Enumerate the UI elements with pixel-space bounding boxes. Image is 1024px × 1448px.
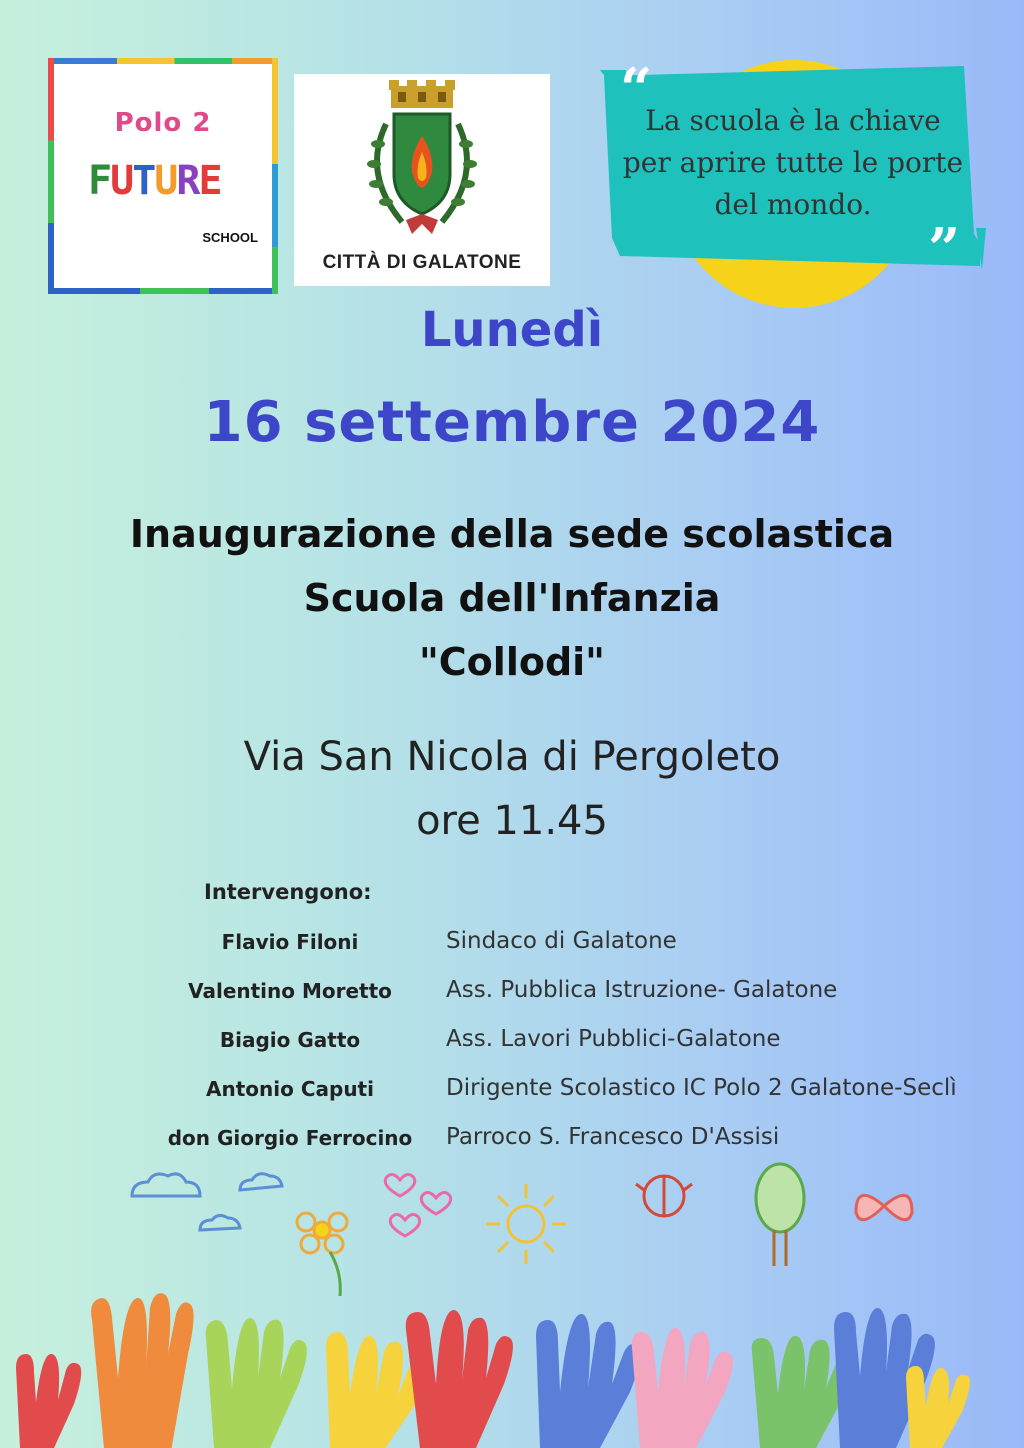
- painted-hands-illustration: [0, 1150, 1024, 1448]
- headline-line-2: Scuola dell'Infanzia: [303, 576, 721, 620]
- speaker-role: Ass. Pubblica Istruzione- Galatone: [446, 977, 838, 1003]
- speaker-name: Flavio Filoni: [221, 930, 359, 954]
- event-date: 16 settembre 2024: [203, 390, 821, 455]
- speaker-name: don Giorgio Ferrocino: [167, 1126, 413, 1150]
- coat-of-arms-icon: [294, 74, 550, 254]
- speaker-name: Valentino Moretto: [188, 979, 392, 1003]
- tree-icon: [756, 1164, 804, 1266]
- cloud-icon: [132, 1174, 282, 1230]
- heart-icon: [385, 1174, 450, 1236]
- flower-icon: [297, 1213, 347, 1296]
- quote-bubble: [598, 48, 988, 310]
- city-name: CITTÀ DI GALATONE: [322, 252, 522, 273]
- speaker-name: Antonio Caputi: [206, 1077, 374, 1101]
- polo-school-label: SCHOOL: [202, 230, 258, 245]
- ladybug-icon: [636, 1176, 692, 1216]
- hand-icon: [16, 1293, 970, 1448]
- speaker-name: Biagio Gatto: [219, 1028, 361, 1052]
- city-logo: [294, 74, 550, 286]
- event-address: Via San Nicola di Pergoleto: [243, 734, 781, 780]
- speaker-role: Ass. Lavori Pubblici-Galatone: [446, 1026, 781, 1052]
- event-time: ore 11.45: [416, 798, 608, 844]
- polo2-logo: [48, 58, 278, 294]
- sun-doodle-icon: [486, 1184, 566, 1264]
- speaker-role: Sindaco di Galatone: [446, 928, 677, 954]
- quote-open-mark: “: [620, 56, 653, 122]
- event-day: Lunedì: [420, 302, 604, 358]
- speaker-role: Dirigente Scolastico IC Polo 2 Galatone-Seclì: [446, 1075, 957, 1101]
- butterfly-icon: [856, 1195, 912, 1219]
- quote-close-mark: ”: [928, 216, 961, 282]
- headline-line-1: Inaugurazione della sede scolastica: [129, 512, 895, 556]
- polo-title: Polo 2: [114, 108, 212, 138]
- speaker-role: Parroco S. Francesco D'Assisi: [446, 1124, 780, 1150]
- quote-text: La scuola è la chiave per aprire tutte le porte del mondo.: [622, 104, 964, 221]
- polo-future-word: FUTURE: [88, 158, 221, 204]
- headline-line-3: "Collodi": [419, 640, 605, 684]
- speakers-heading: Intervengono:: [204, 880, 372, 904]
